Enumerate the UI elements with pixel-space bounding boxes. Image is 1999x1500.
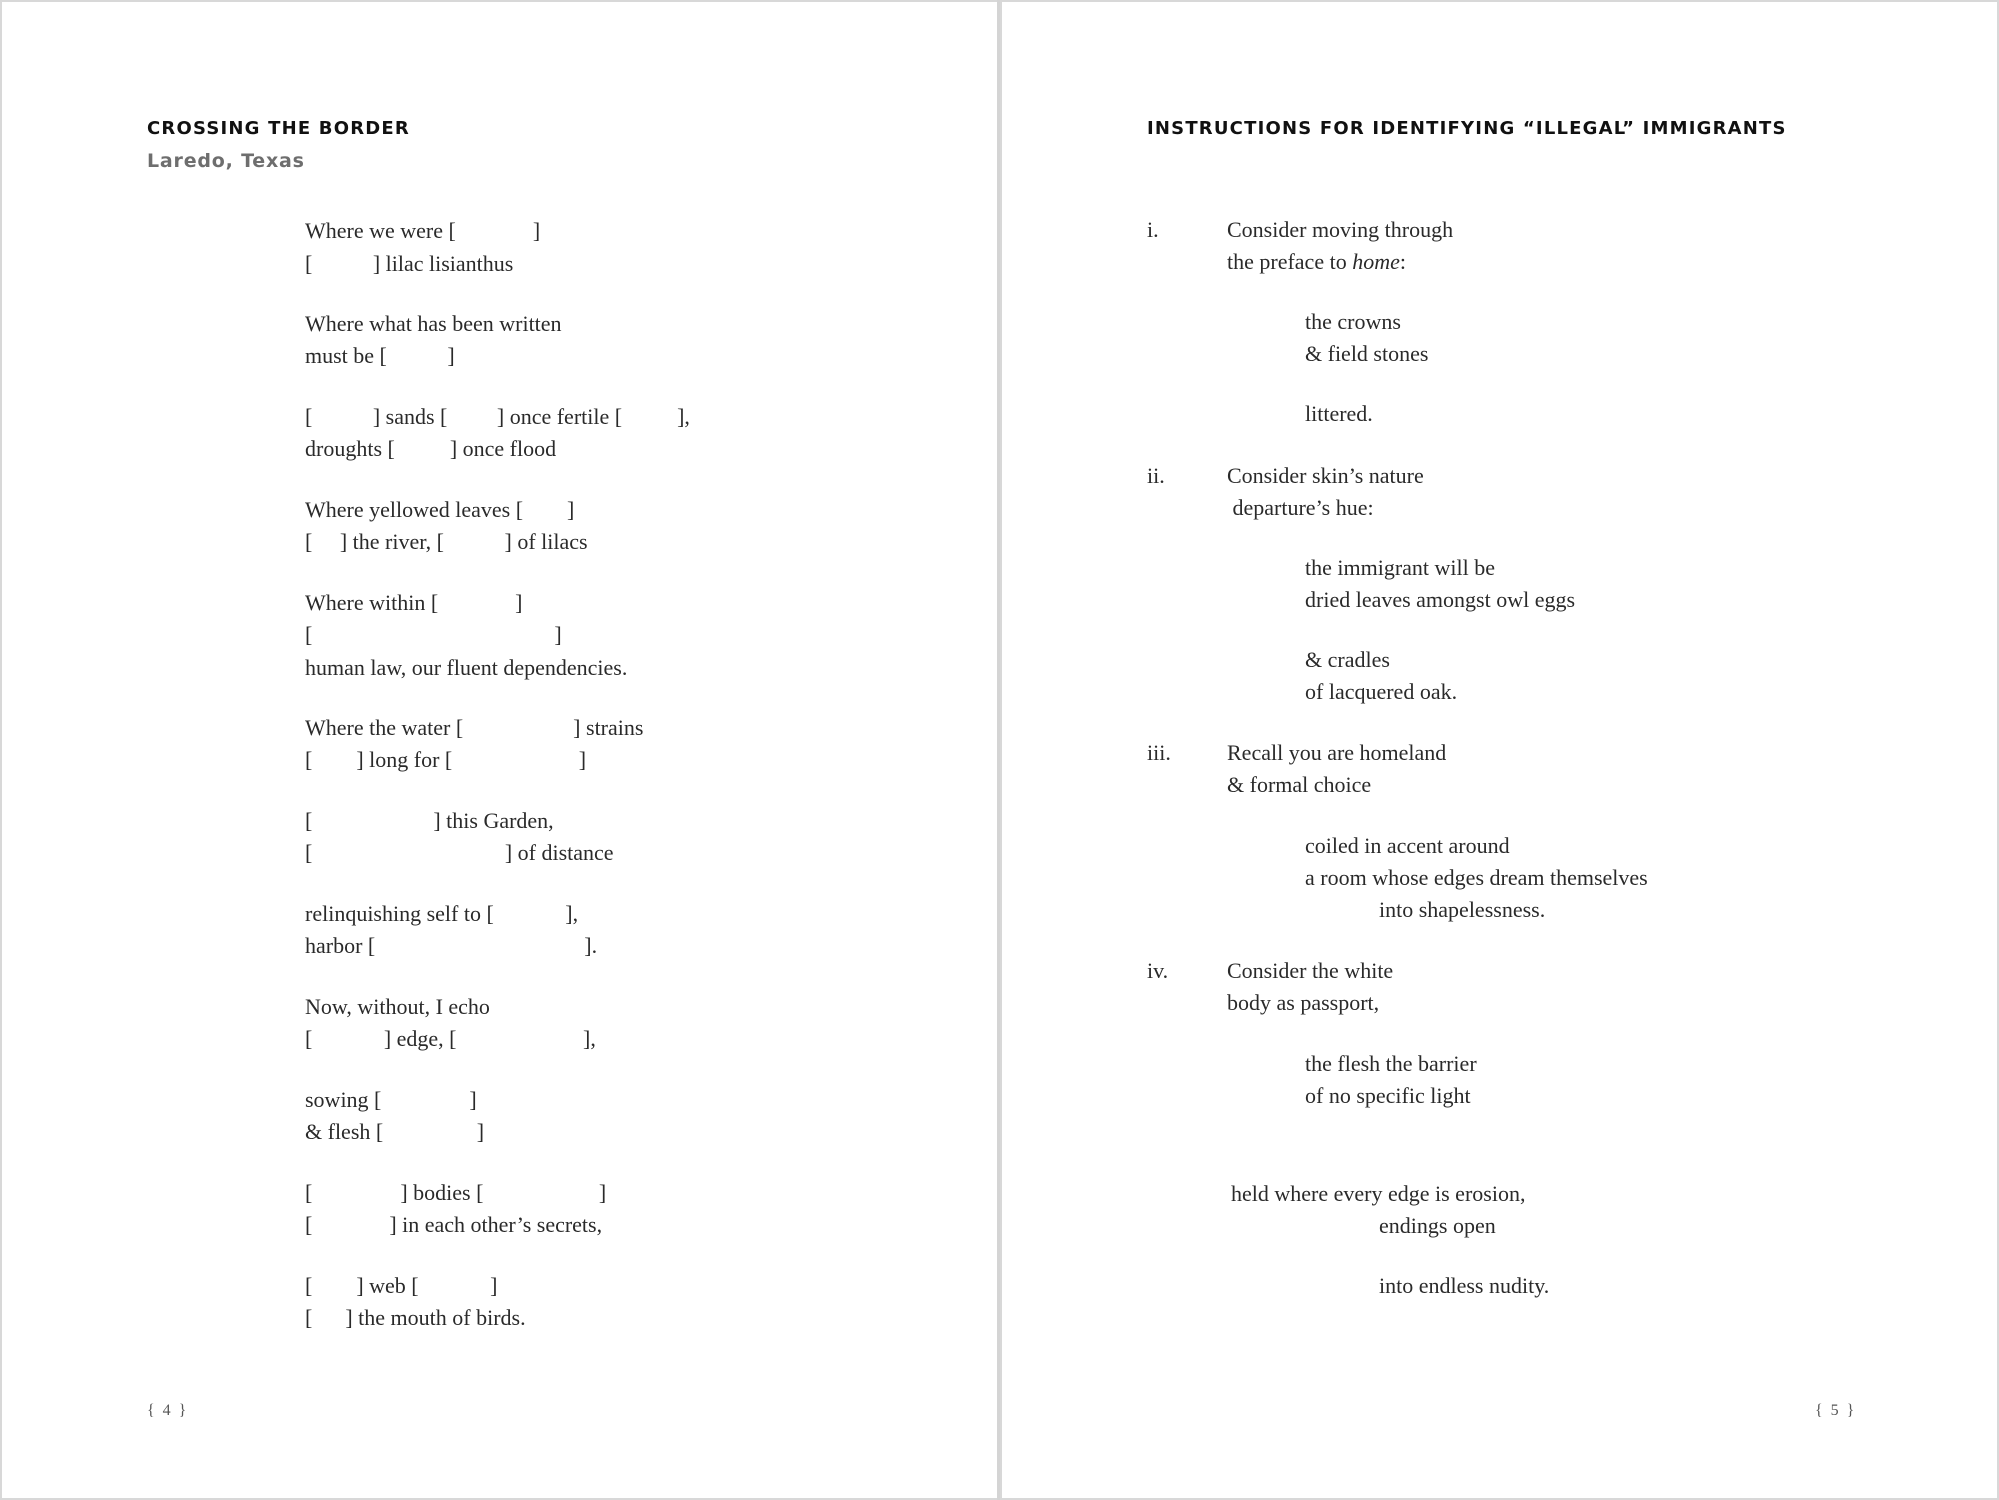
- poem-line: Where the water [ ] strains: [305, 715, 644, 740]
- poem-title-right: INSTRUCTIONS FOR IDENTIFYING “ILLEGAL” IMMIGRANTS: [1147, 118, 1787, 139]
- poem-line: Where we were [ ]: [305, 218, 541, 243]
- page-number-left: { 4 }: [147, 1402, 189, 1419]
- poem-line: Consider the white: [1227, 958, 1394, 983]
- poem-line: endings open: [1379, 1213, 1496, 1238]
- poem-line: Where yellowed leaves [ ]: [305, 497, 575, 522]
- poem-line: harbor [ ].: [305, 933, 598, 958]
- poem-line: human law, our fluent dependencies.: [305, 655, 628, 680]
- poem-line: droughts [ ] once flood: [305, 436, 557, 461]
- poem-line: [ ] long for [ ]: [305, 747, 587, 772]
- poem-line: Where what has been written: [305, 311, 562, 336]
- poem-line: of lacquered oak.: [1305, 679, 1458, 704]
- poem-line: [ ] this Garden,: [305, 808, 554, 833]
- poem-line: Consider skin’s nature: [1227, 463, 1424, 488]
- poem-line: [ ]: [305, 622, 562, 647]
- poem-line: & cradles: [1305, 647, 1390, 672]
- poem-line: Where within [ ]: [305, 590, 523, 615]
- poem-line: the flesh the barrier: [1305, 1051, 1477, 1076]
- section-numeral: iii.: [1147, 740, 1171, 765]
- poem-line: [ ] the mouth of birds.: [305, 1305, 526, 1330]
- right-page: [1000, 0, 1999, 1500]
- poem-subtitle-location: Laredo, Texas: [147, 150, 305, 172]
- poem-line: a room whose edges dream themselves: [1305, 865, 1648, 890]
- poem-line: [ ] of distance: [305, 840, 614, 865]
- poem-line: coiled in accent around: [1305, 833, 1510, 858]
- poem-line: the crowns: [1305, 309, 1401, 334]
- poem-line-colon: :: [1399, 249, 1406, 274]
- poem-line: [ ] edge, [ ],: [305, 1026, 596, 1051]
- section-numeral: iv.: [1147, 958, 1169, 983]
- poem-line: [ ] bodies [ ]: [305, 1180, 607, 1205]
- poem-line: body as passport,: [1227, 990, 1380, 1015]
- poem-line: [ ] sands [ ] once fertile [ ],: [305, 404, 690, 429]
- poem-line: must be [ ]: [305, 343, 455, 368]
- poem-line: held where every edge is erosion,: [1231, 1181, 1526, 1206]
- poem-line: [ ] lilac lisianthus: [305, 251, 514, 276]
- page-number-right: { 5 }: [1815, 1402, 1857, 1419]
- poem-line: departure’s hue:: [1227, 495, 1374, 520]
- poem-line: & field stones: [1305, 341, 1429, 366]
- section-numeral: i.: [1147, 217, 1159, 242]
- poem-line: Consider moving through: [1227, 217, 1454, 242]
- poem-line: the immigrant will be: [1305, 555, 1496, 580]
- poem-line: & flesh [ ]: [305, 1119, 485, 1144]
- poem-line: [ ] the river, [ ] of lilacs: [305, 529, 588, 554]
- poem-line: dried leaves amongst owl eggs: [1305, 587, 1576, 612]
- poem-line: sowing [ ]: [305, 1087, 477, 1112]
- poem-line: Now, without, I echo: [305, 994, 490, 1019]
- poem-line-text: the preface to: [1227, 249, 1353, 274]
- poem-line-emphasis: home: [1352, 249, 1400, 274]
- poem-line: Recall you are homeland: [1227, 740, 1447, 765]
- poem-line: relinquishing self to [ ],: [305, 901, 579, 926]
- poem-line: [ ] in each other’s secrets,: [305, 1212, 603, 1237]
- poem-line: into endless nudity.: [1379, 1273, 1550, 1298]
- poem-title-left: CROSSING THE BORDER: [147, 118, 410, 139]
- poem-line: littered.: [1305, 401, 1373, 426]
- section-numeral: ii.: [1147, 463, 1165, 488]
- poem-line: & formal choice: [1227, 772, 1372, 797]
- poem-line: of no specific light: [1305, 1083, 1471, 1108]
- poem-line: [1227, 251, 1406, 273]
- poem-line: [ ] web [ ]: [305, 1273, 498, 1298]
- poem-line: into shapelessness.: [1379, 897, 1546, 922]
